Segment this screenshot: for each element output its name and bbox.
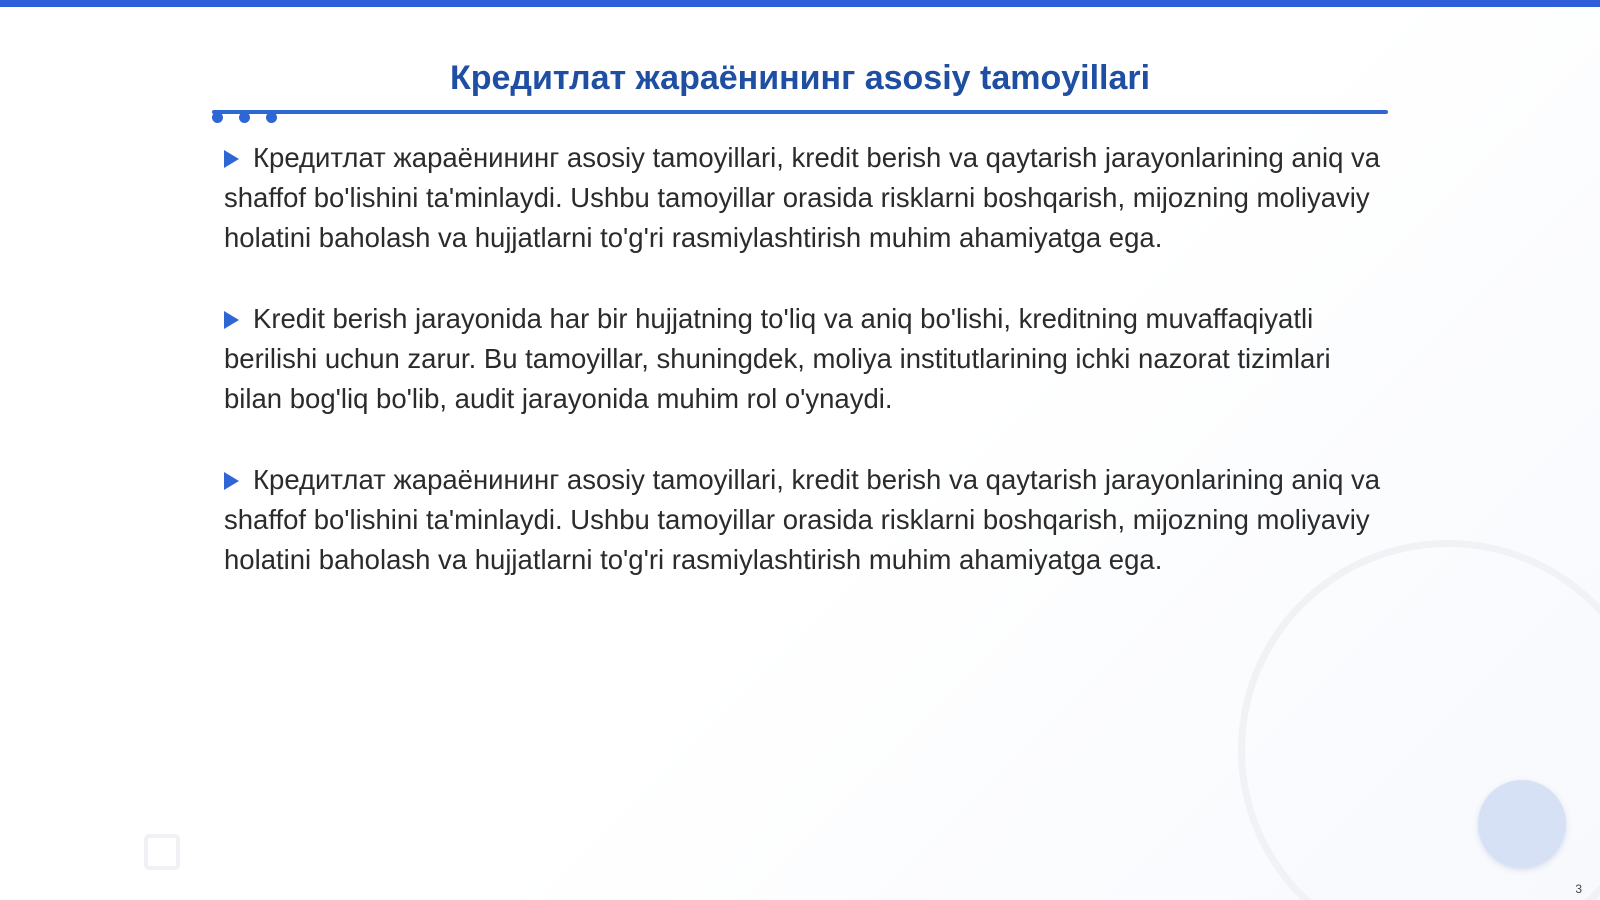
- bullet-paragraph: [224, 138, 1384, 258]
- slide-body: [224, 138, 1384, 621]
- top-accent-bar: [0, 0, 1600, 7]
- slide-title: Кредитлат жараёнининг asosiy tamoyillari: [449, 59, 1151, 97]
- bullet-paragraph-text: Kredit berish jarayonida har bir hujjatning to'liq va aniq bo'lishi, kreditning muvaffaqiyatli berilishi uchun zarur. Bu tamoyillar, shuningdek, moliya institutlarining ichki nazorat tizimlari bilan bog'liq bo'lib, audit jarayonida muhim rol o'ynaydi.: [224, 303, 1331, 414]
- bullet-paragraph-text: Кредитлат жараёнининг asosiy tamoyillari, kredit berish va qaytarish jarayonlarining aniq va shaffof bo'lishini ta'minlaydi. Ushbu tamoyillar orasida risklarni boshqarish, mijozning moliyaviy holatini baholash va hujjatlarni to'g'ri rasmiylashtirish muhim ahamiyatga ega.: [224, 142, 1381, 253]
- bullet-paragraph: [224, 299, 1384, 419]
- decorative-dot: [239, 112, 250, 123]
- decorative-dot: [212, 112, 223, 123]
- decorative-circle: [1478, 780, 1566, 868]
- title-underline: [212, 110, 1388, 114]
- title-dots-decoration: [212, 112, 292, 126]
- page-number: 3: [1575, 882, 1582, 896]
- bullet-paragraph-text: Кредитлат жараёнининг asosiy tamoyillari, kredit berish va qaytarish jarayonlarining aniq va shaffof bo'lishini ta'minlaydi. Ushbu tamoyillar orasida risklarni boshqarish, mijozning moliyaviy holatini baholash va hujjatlarni to'g'ri rasmiylashtirish muhim ahamiyatga ega.: [224, 464, 1381, 575]
- triangle-bullet-icon: [224, 472, 239, 490]
- decorative-dot: [266, 112, 277, 123]
- triangle-bullet-icon: [224, 311, 239, 329]
- decorative-square: [144, 834, 180, 870]
- triangle-bullet-icon: [224, 150, 239, 168]
- bullet-paragraph: [224, 460, 1384, 580]
